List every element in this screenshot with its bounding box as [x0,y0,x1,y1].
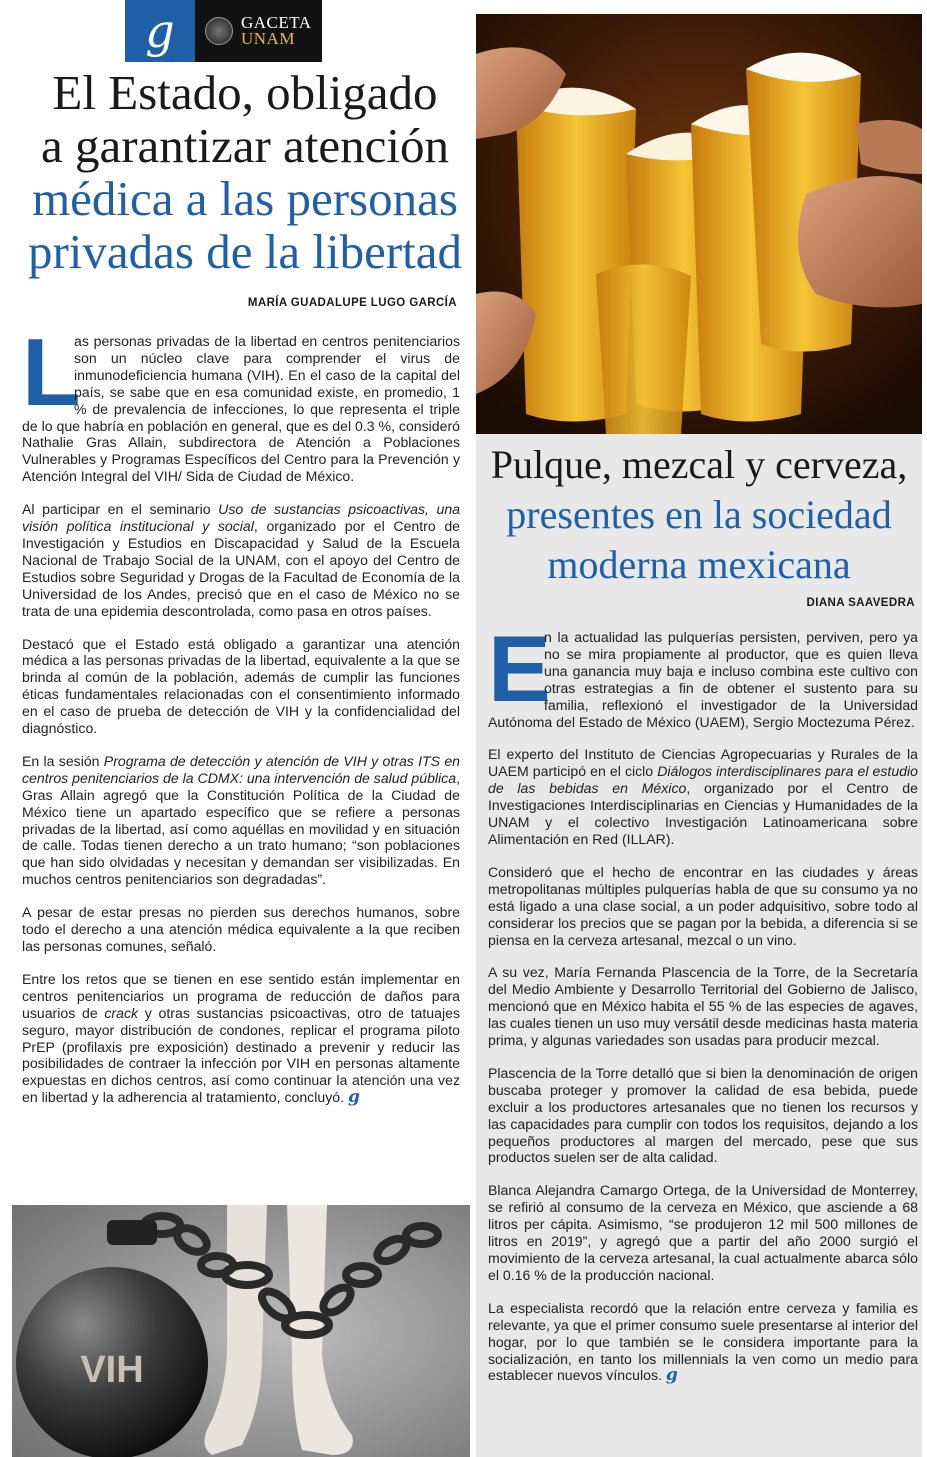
article2-paragraph: E n la actualidad las pulquerías persisten, perviven, pero ya no se mira propiamente al productor, que es quien lleva una ganancia muy baja e incluso combina este cultivo con otras estrategias a fin de obtener el sustento para su familia, reflexionó el investigador de la Universidad Autónoma del Estado de México (UAEM), Sergio Moctezuma Pérez. [488,616,918,730]
article1-body [22,319,461,1122]
article1-paragraph: Entre los retos que se tienen en ese sentido están implementar en centros penitenciarios un programa de reducción de daños para usuarios de crack y otras sustancias psicoactivas, otro de tatuajes seguro, mayor distribución de condones, replicar el programa piloto PrEP (profilaxis pre exposición) destinado a prevenir y reducir las posibilidades de contraer la infección por VIH en personas altamente expuestas en dichos centros, así como continuar la atención una vez en libertad y la adherencia al tratamiento, concluyó. g [22,970,460,1108]
beer-toast-photo [476,14,922,434]
gaceta-end-mark-icon: g [665,1365,678,1386]
article1-paragraph: A pesar de estar presas no pierden sus derechos humanos, sobre todo el derecho a una atención médica equivalente a la que reciben las personas comunes, señaló. [22,904,460,954]
article1-paragraph: Destacó que el Estado está obligado a garantizar una atención médica a las personas privadas de la libertad, equivalente a la que se brinda al común de la población, además de cumplir las funciones éticas fundamentales relacionadas con el consentimiento informado en el caso de prueba de detección de VIH y la confidencialidad del diagnóstico. [22,635,460,737]
article2-paragraph: Consideró que el hecho de encontrar en las ciudades y áreas metropolitanas múltiples pulquerías habla de que su consumo ya no está ligado a una clase social, a un poder adquisitivo, sobre todo al considerar los precios que se pagan por la bebida, a diferencia si se piensa en la cerveza artesanal, mezcal o un vino. [488,863,918,948]
unam-seal-icon [205,17,233,45]
article1-paragraph: En la sesión Programa de detección y atención de VIH y otras ITS en centros penitenciarios de la CDMX: una intervención de salud pública, Gras Allain agregó que la Constitución Política de la Ciudad de México tiene un apartado específico que se refiere a personas privadas de la libertad, así como aquéllas en movilidad y en situación de calle. Todas tienen derecho a un trato humano; “son poblaciones que han sido olvidadas y necesitan y demandan ser visibilizadas. En muchos centros penitenciarios son degradadas”. [22,752,460,888]
drop-cap: L [22,319,81,426]
gaceta-unam-nameplate [195,0,322,62]
masthead [125,0,322,62]
article1-title-line2: a garantizar atención [40,118,450,173]
article1-paragraph: L as personas privadas de la libertad en centros penitenciarios son un núcleo clave para comprender el virus de inmunodeficiencia humana (VIH). En el caso de la capital del país, se sabe que en esa comunidad existe, en promedio, 1 % de prevalencia de infecciones, lo que representa el triple de lo que habría en población en general, que es del 0.3 %, consideró Nathalie Gras Allain, subdirectora de Atención a Poblaciones Vulnerables y Programas Específicos del Centro para la Prevención y Atención Integral del VIH/ Sida de Ciudad de México. [22,319,461,485]
vih-ball-label: VIH [80,1349,144,1391]
article2-paragraph: La especialista recordó que la relación entre cerveza y familia es relevante, ya que el primer consumo suele presentarse al interior del hogar, por lo que también se le considera importante para la socialización, en tanto los millennials la ven como un medio para establecer nuevos vínculos. g [488,1299,918,1386]
article2-paragraph: El experto del Instituto de Ciencias Agropecuarias y Rurales de la UAEM participó en el ciclo Diálogos interdisciplinares para el estudio de las bebidas en México, organizado por el Centro de Investigaciones Interdisciplinarias en Ciencias y Humanidades de la UNAM y el colectivo Investigación Latinoamericana sobre Alimentación en Red (ILLAR). [488,746,918,847]
article2-paragraph: A su vez, María Fernanda Plascencia de la Torre, de la Secretaría del Medio Ambiente y Desarrollo Territorial del Gobierno de Jalisco, mencionó que en México habita el 55 % de las especies de agaves, las cuales tienen un uso muy versátil desde medicinas hasta materia prima, y algunas variedades son usadas para producir mezcal. [488,964,918,1049]
article1-byline: MARÍA GUADALUPE LUGO GARCÍA [247,297,457,309]
article2-title-line1: Pulque, mezcal y cerveza, [490,442,908,487]
drop-cap: E [488,616,551,721]
article2-paragraph: Blanca Alejandra Camargo Ortega, de la Universidad de Monterrey, se refirió al consumo de la cerveza en México, que asciende a 68 litros per cápita. Asimismo, “se produjeron 12 mil 500 millones de litros en 2019”, y agregó que a partir del año 2000 surgió el movimiento de la cerveza artesanal, la cual actualmente abarca sólo el 0.16 % de la producción nacional. [488,1182,918,1283]
article1-title-line4: privadas de la libertad [27,224,462,279]
vih-ball-chain-photo [12,1205,470,1457]
gaceta-word: GACETA [241,13,312,32]
article2-title-line3: moderna mexicana [547,542,851,587]
article1-headline [14,66,476,278]
article2-headline [476,440,922,590]
article2-body [488,616,918,1400]
article1-title-line3: médica a las personas [32,171,458,226]
gaceta-end-mark-icon: g [348,1087,360,1108]
unam-word: UNAM [241,29,295,48]
article2-paragraph: Plascencia de la Torre detalló que si bien la denominación de origen buscaba proteger y promover la calidad de esa bebida, puede excluir a los productores artesanales que no tienen los recursos y las capacidades para cumplir con todos los requisitos, dejando a los pequeños productores al margen del mercado, pese que sus productos suelen ser de alta calidad. [488,1064,918,1166]
article2-byline: DIANA SAAVEDRA [806,597,915,609]
gaceta-logo: g [125,0,195,62]
article1-paragraph: Al participar en el seminario Uso de sustancias psicoactivas, una visión política institucional y social, organizado por el Centro de Investigación y Estudios en Discapacidad y Salud de la Escuela Nacional de Trabajo Social de la UNAM, con el apoyo del Centro de Estudios sobre Seguridad y Drogas de la Facultad de Economía de la Universidad de los Andes, precisó que en el caso de México no se trata de una epidemia descontrolada, como pasa en otros países. [22,501,461,619]
article2-title-line2: presentes en la sociedad [506,492,892,537]
article1-title-line1: El Estado, obligado [52,65,438,120]
